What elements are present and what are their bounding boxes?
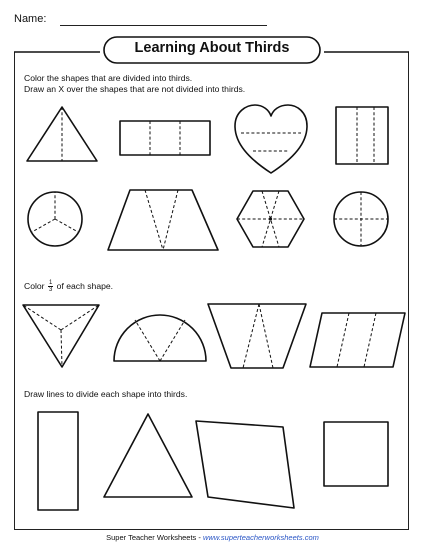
trapezoid-thirds-shape xyxy=(108,190,218,250)
worksheet-title: Learning About Thirds xyxy=(134,40,290,56)
instruction-color-thirds: Color the shapes that are divided into thirds. xyxy=(24,73,193,83)
footer xyxy=(0,533,425,542)
inverted-triangle-thirds-shape xyxy=(23,305,99,367)
fraction-one-third xyxy=(48,280,53,293)
footer-brand: Super Teacher Worksheets xyxy=(106,533,197,542)
instruction-color-prefix: Color xyxy=(24,280,45,291)
rectangle-thirds-shape xyxy=(120,121,210,155)
triangle-halves-shape xyxy=(27,107,97,161)
instruction-draw-lines: Draw lines to divide each shape into thirds. xyxy=(24,389,188,399)
instruction-draw-x: Draw an X over the shapes that are not divided into thirds. xyxy=(24,84,246,94)
parallelogram-shape[interactable] xyxy=(196,421,294,508)
parallelogram-thirds-shape xyxy=(310,313,405,367)
semicircle-thirds-shape xyxy=(114,315,206,361)
triangle-shape[interactable] xyxy=(104,414,192,497)
circle-quarters-shape xyxy=(334,192,388,246)
heart-unequal-shape xyxy=(235,105,307,173)
name-label: Name: xyxy=(14,13,47,25)
square-shape[interactable] xyxy=(324,422,388,486)
fraction-denominator: 3 xyxy=(48,287,53,293)
tall-rectangle-shape[interactable] xyxy=(38,412,78,510)
inverted-trapezoid-thirds-shape xyxy=(208,304,306,368)
circle-thirds-shape xyxy=(28,192,82,246)
square-unequal-shape xyxy=(336,107,388,164)
fraction-numerator: 1 xyxy=(48,280,53,286)
footer-url-link[interactable]: www.superteacherworksheets.com xyxy=(202,533,319,542)
instruction-color-fraction xyxy=(24,280,113,293)
footer-separator: - xyxy=(196,533,203,542)
hexagon-sixths-shape xyxy=(237,191,304,247)
instruction-color-suffix: of each shape. xyxy=(56,280,114,291)
